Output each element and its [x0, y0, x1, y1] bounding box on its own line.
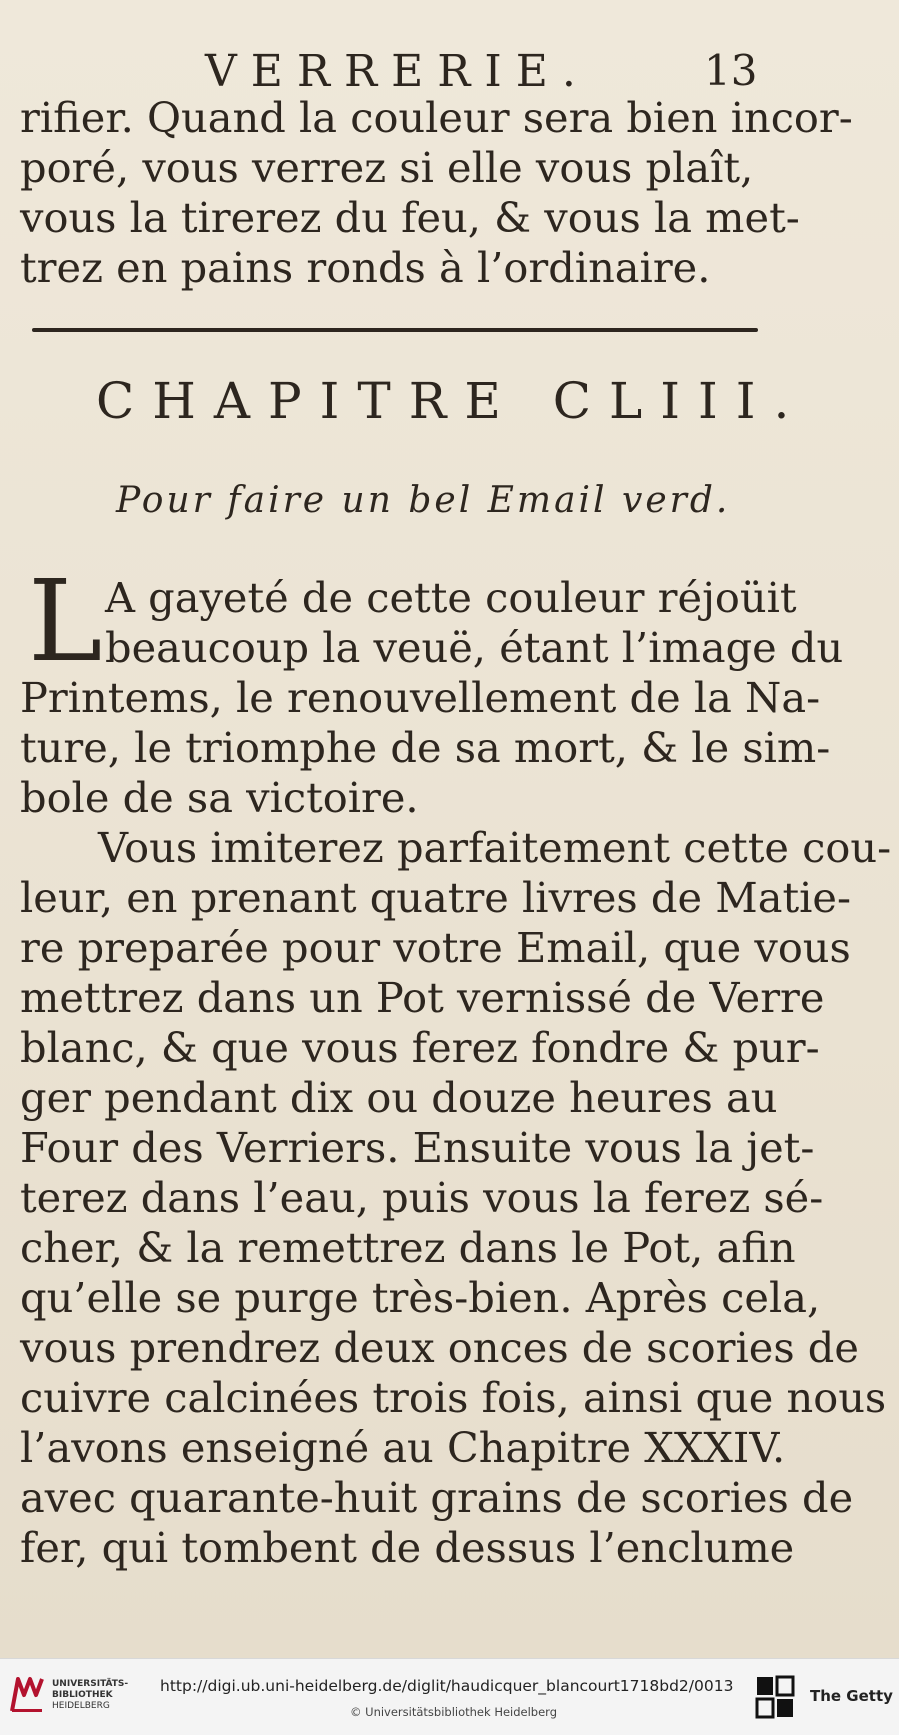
- library-name: UNIVERSITÄTS- BIBLIOTHEK HEIDELBERG: [52, 1679, 129, 1711]
- text-line: Vous imiterez parfaitement cette cou-: [98, 823, 892, 872]
- text-line: blanc, & que vous ferez fondre & pur-: [20, 1023, 820, 1072]
- section-divider: [32, 328, 758, 332]
- viewer-footer: [0, 1658, 899, 1735]
- text-line: A gayeté de cette couleur réjoüit: [105, 573, 797, 622]
- text-line: Printems, le renouvellement de la Na-: [20, 673, 821, 722]
- text-line: terez dans l’eau, puis vous la ferez sé-: [20, 1173, 824, 1222]
- text-line: cher, & la remettrez dans le Pot, afin: [20, 1223, 796, 1272]
- text-line: vous prendrez deux onces de scories de: [20, 1323, 859, 1372]
- copyright-notice: © Universitätsbibliothek Heidelberg: [350, 1705, 558, 1719]
- text-line: poré, vous verrez si elle vous plaît,: [20, 143, 754, 192]
- page-number: 13: [704, 46, 758, 95]
- running-head-title: VERRERIE.: [205, 46, 590, 97]
- text-line: cuivre calcinées trois fois, ainsi que nous: [20, 1373, 887, 1422]
- text-line: leur, en prenant quatre livres de Matie-: [20, 873, 851, 922]
- text-line: vous la tirerez du feu, & vous la met-: [20, 193, 800, 242]
- partner-name: The Getty: [810, 1687, 893, 1705]
- text-line: rifier. Quand la couleur sera bien incor-: [20, 93, 853, 142]
- text-line: qu’elle se purge très-bien. Après cela,: [20, 1273, 821, 1322]
- text-line: fer, qui tombent de dessus l’enclume: [20, 1523, 795, 1572]
- university-library-logo-icon: [8, 1675, 46, 1715]
- permalink-url[interactable]: http://digi.ub.uni-heidelberg.de/diglit/haudicquer_blancourt1718bd2/0013: [160, 1677, 734, 1695]
- getty-logo-icon: [755, 1675, 795, 1719]
- text-line: beaucoup la veuë, étant l’image du: [105, 623, 844, 672]
- text-line: re preparée pour votre Email, que vous: [20, 923, 851, 972]
- text-line: bole de sa victoire.: [20, 773, 419, 822]
- text-line: ger pendant dix ou douze heures au: [20, 1073, 778, 1122]
- text-line: ture, le triomphe de sa mort, & le sim-: [20, 723, 831, 772]
- chapter-subtitle: Pour faire un bel Email verd.: [116, 480, 731, 521]
- text-line: mettrez dans un Pot vernissé de Verre: [20, 973, 825, 1022]
- chapter-heading: CHAPITRE CLIII.: [96, 372, 808, 430]
- chapter-body: [20, 557, 892, 1573]
- intro-paragraph: [20, 93, 853, 293]
- text-line: trez en pains ronds à l’ordinaire.: [20, 243, 711, 292]
- text-line: l’avons enseigné au Chapitre XXXIV.: [20, 1423, 786, 1472]
- drop-cap: L: [28, 557, 103, 687]
- text-line: Four des Verriers. Ensuite vous la jet-: [20, 1123, 815, 1172]
- text-line: avec quarante-huit grains de scories de: [20, 1473, 854, 1522]
